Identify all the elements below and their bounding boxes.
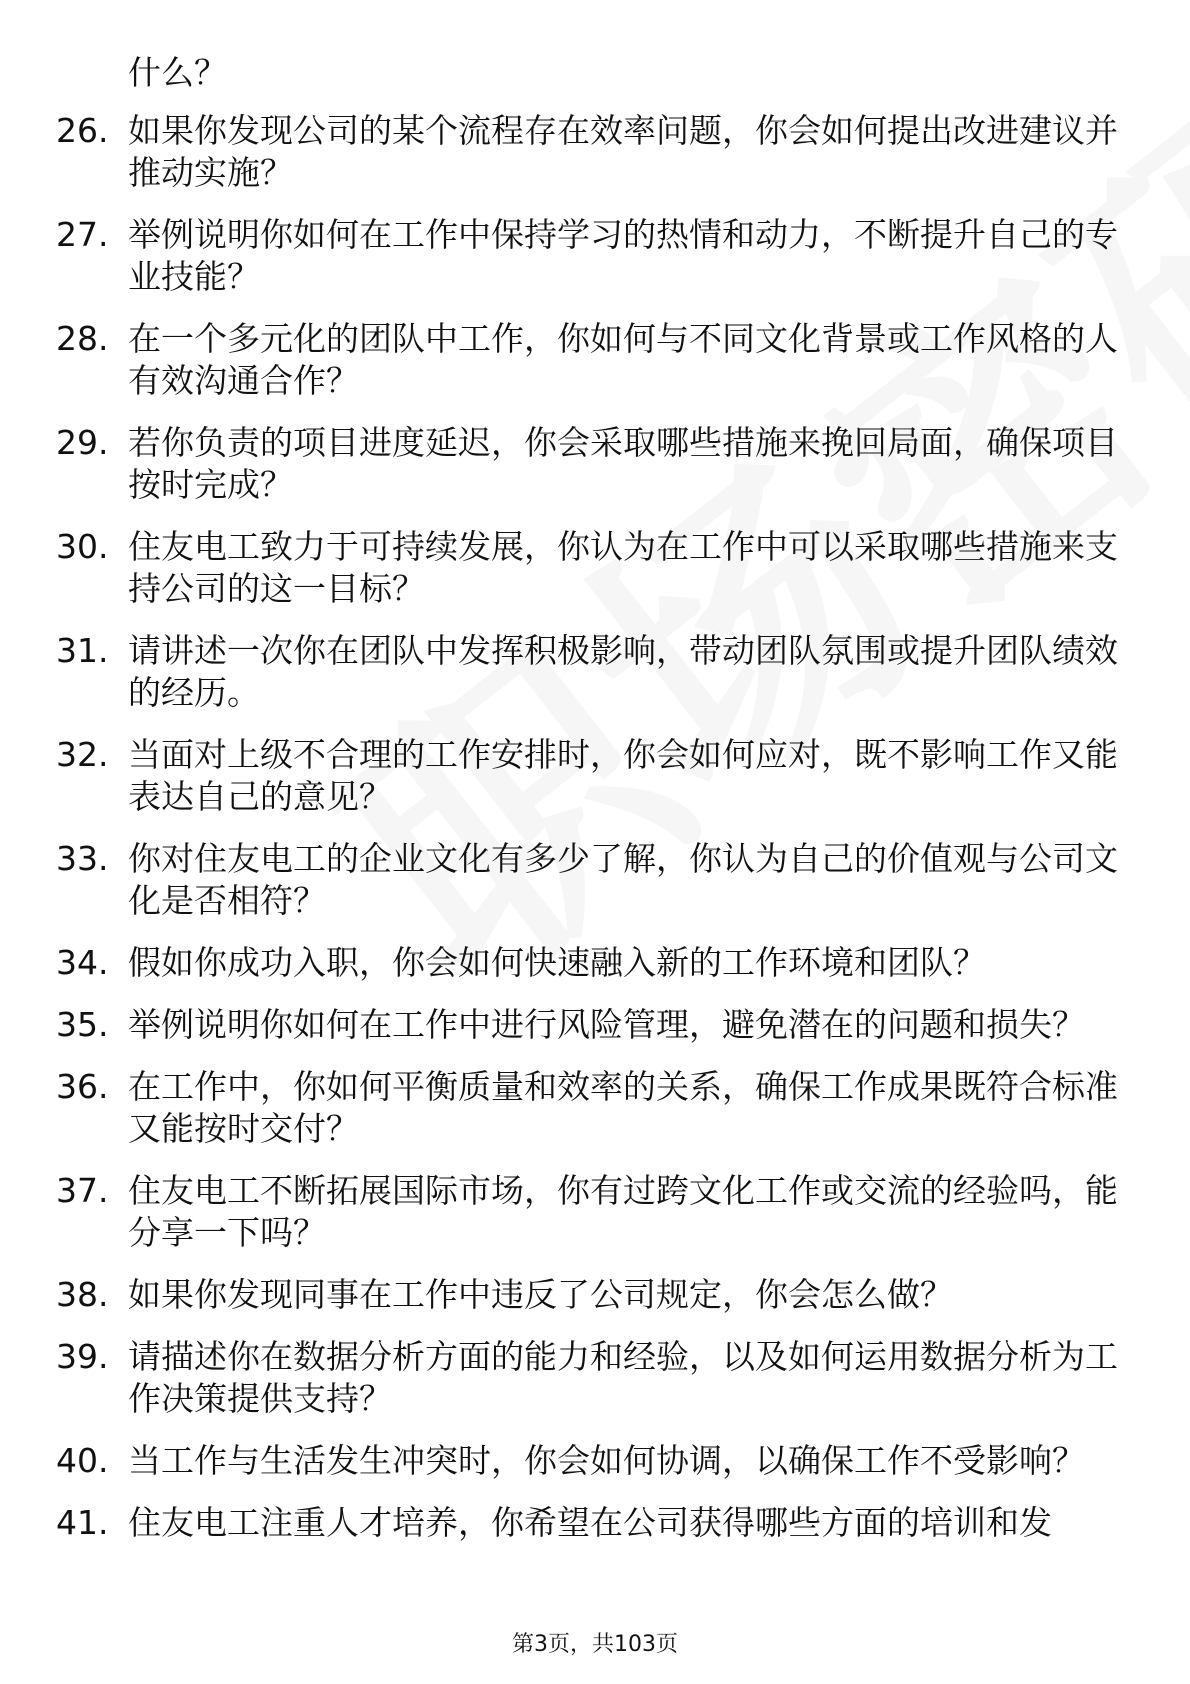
question-item (0, 214, 1190, 298)
question-item (0, 1274, 1190, 1316)
question-number: 27. (56, 215, 109, 254)
question-number: 33. (56, 839, 109, 878)
question-number: 34. (56, 943, 109, 982)
question-item (0, 734, 1190, 818)
question-item (0, 318, 1190, 402)
question-item (0, 1336, 1190, 1420)
question-text: 住友电工注重人才培养，你希望在公司获得哪些方面的培训和发 (128, 1503, 1052, 1542)
question-text: 当工作与生活发生冲突时，你会如何协调，以确保工作不受影响？ (128, 1441, 1085, 1480)
question-text: 住友电工不断拓展国际市场，你有过跨文化工作或交流的经验吗，能分享一下吗？ (128, 1171, 1118, 1252)
question-item (0, 1170, 1190, 1254)
question-item (0, 422, 1190, 506)
question-text: 住友电工致力于可持续发展，你认为在工作中可以采取哪些措施来支持公司的这一目标？ (128, 527, 1118, 608)
question-number: 32. (56, 735, 109, 774)
question-text: 请讲述一次你在团队中发挥积极影响，带动团队氛围或提升团队绩效的经历。 (128, 631, 1118, 712)
question-number: 37. (56, 1171, 109, 1210)
question-text: 假如你成功入职，你会如何快速融入新的工作环境和团队？ (128, 943, 986, 982)
page-footer: 第3页，共103页 (512, 1632, 678, 1657)
question-text: 在一个多元化的团队中工作，你如何与不同文化背景或工作风格的人有效沟通合作？ (128, 319, 1118, 400)
question-item (0, 630, 1190, 714)
question-text: 当面对上级不合理的工作安排时，你会如何应对，既不影响工作又能表达自己的意见？ (128, 735, 1118, 816)
question-number: 30. (56, 527, 109, 566)
question-item (0, 1066, 1190, 1150)
question-item (0, 1502, 1190, 1544)
question-text: 举例说明你如何在工作中进行风险管理，避免潜在的问题和损失？ (128, 1005, 1085, 1044)
question-text: 你对住友电工的企业文化有多少了解，你认为自己的价值观与公司文化是否相符？ (128, 839, 1118, 920)
question-item (0, 942, 1190, 984)
question-item (0, 1440, 1190, 1482)
question-number: 36. (56, 1067, 109, 1106)
question-number: 40. (56, 1441, 109, 1480)
question-text: 在工作中，你如何平衡质量和效率的关系，确保工作成果既符合标准又能按时交付？ (128, 1067, 1118, 1148)
question-text: 如果你发现同事在工作中违反了公司规定，你会怎么做？ (128, 1275, 953, 1314)
question-item (0, 838, 1190, 922)
question-number: 35. (56, 1005, 109, 1044)
question-number: 41. (56, 1503, 109, 1542)
question-number: 31. (56, 631, 109, 670)
continuation-text: 什么？ (128, 53, 227, 92)
question-text: 举例说明你如何在工作中保持学习的热情和动力，不断提升自己的专业技能？ (128, 215, 1118, 296)
question-number: 39. (56, 1337, 109, 1376)
question-item (0, 526, 1190, 610)
question-item (0, 1004, 1190, 1046)
question-list (0, 110, 1190, 1564)
question-text: 如果你发现公司的某个流程存在效率问题，你会如何提出改进建议并推动实施？ (128, 111, 1118, 192)
question-item (0, 110, 1190, 194)
question-number: 29. (56, 423, 109, 462)
question-number: 28. (56, 319, 109, 358)
question-number: 38. (56, 1275, 109, 1314)
question-number: 26. (56, 111, 109, 150)
question-text: 请描述你在数据分析方面的能力和经验，以及如何运用数据分析为工作决策提供支持？ (128, 1337, 1118, 1418)
question-text: 若你负责的项目进度延迟，你会采取哪些措施来挽回局面，确保项目按时完成？ (128, 423, 1118, 504)
